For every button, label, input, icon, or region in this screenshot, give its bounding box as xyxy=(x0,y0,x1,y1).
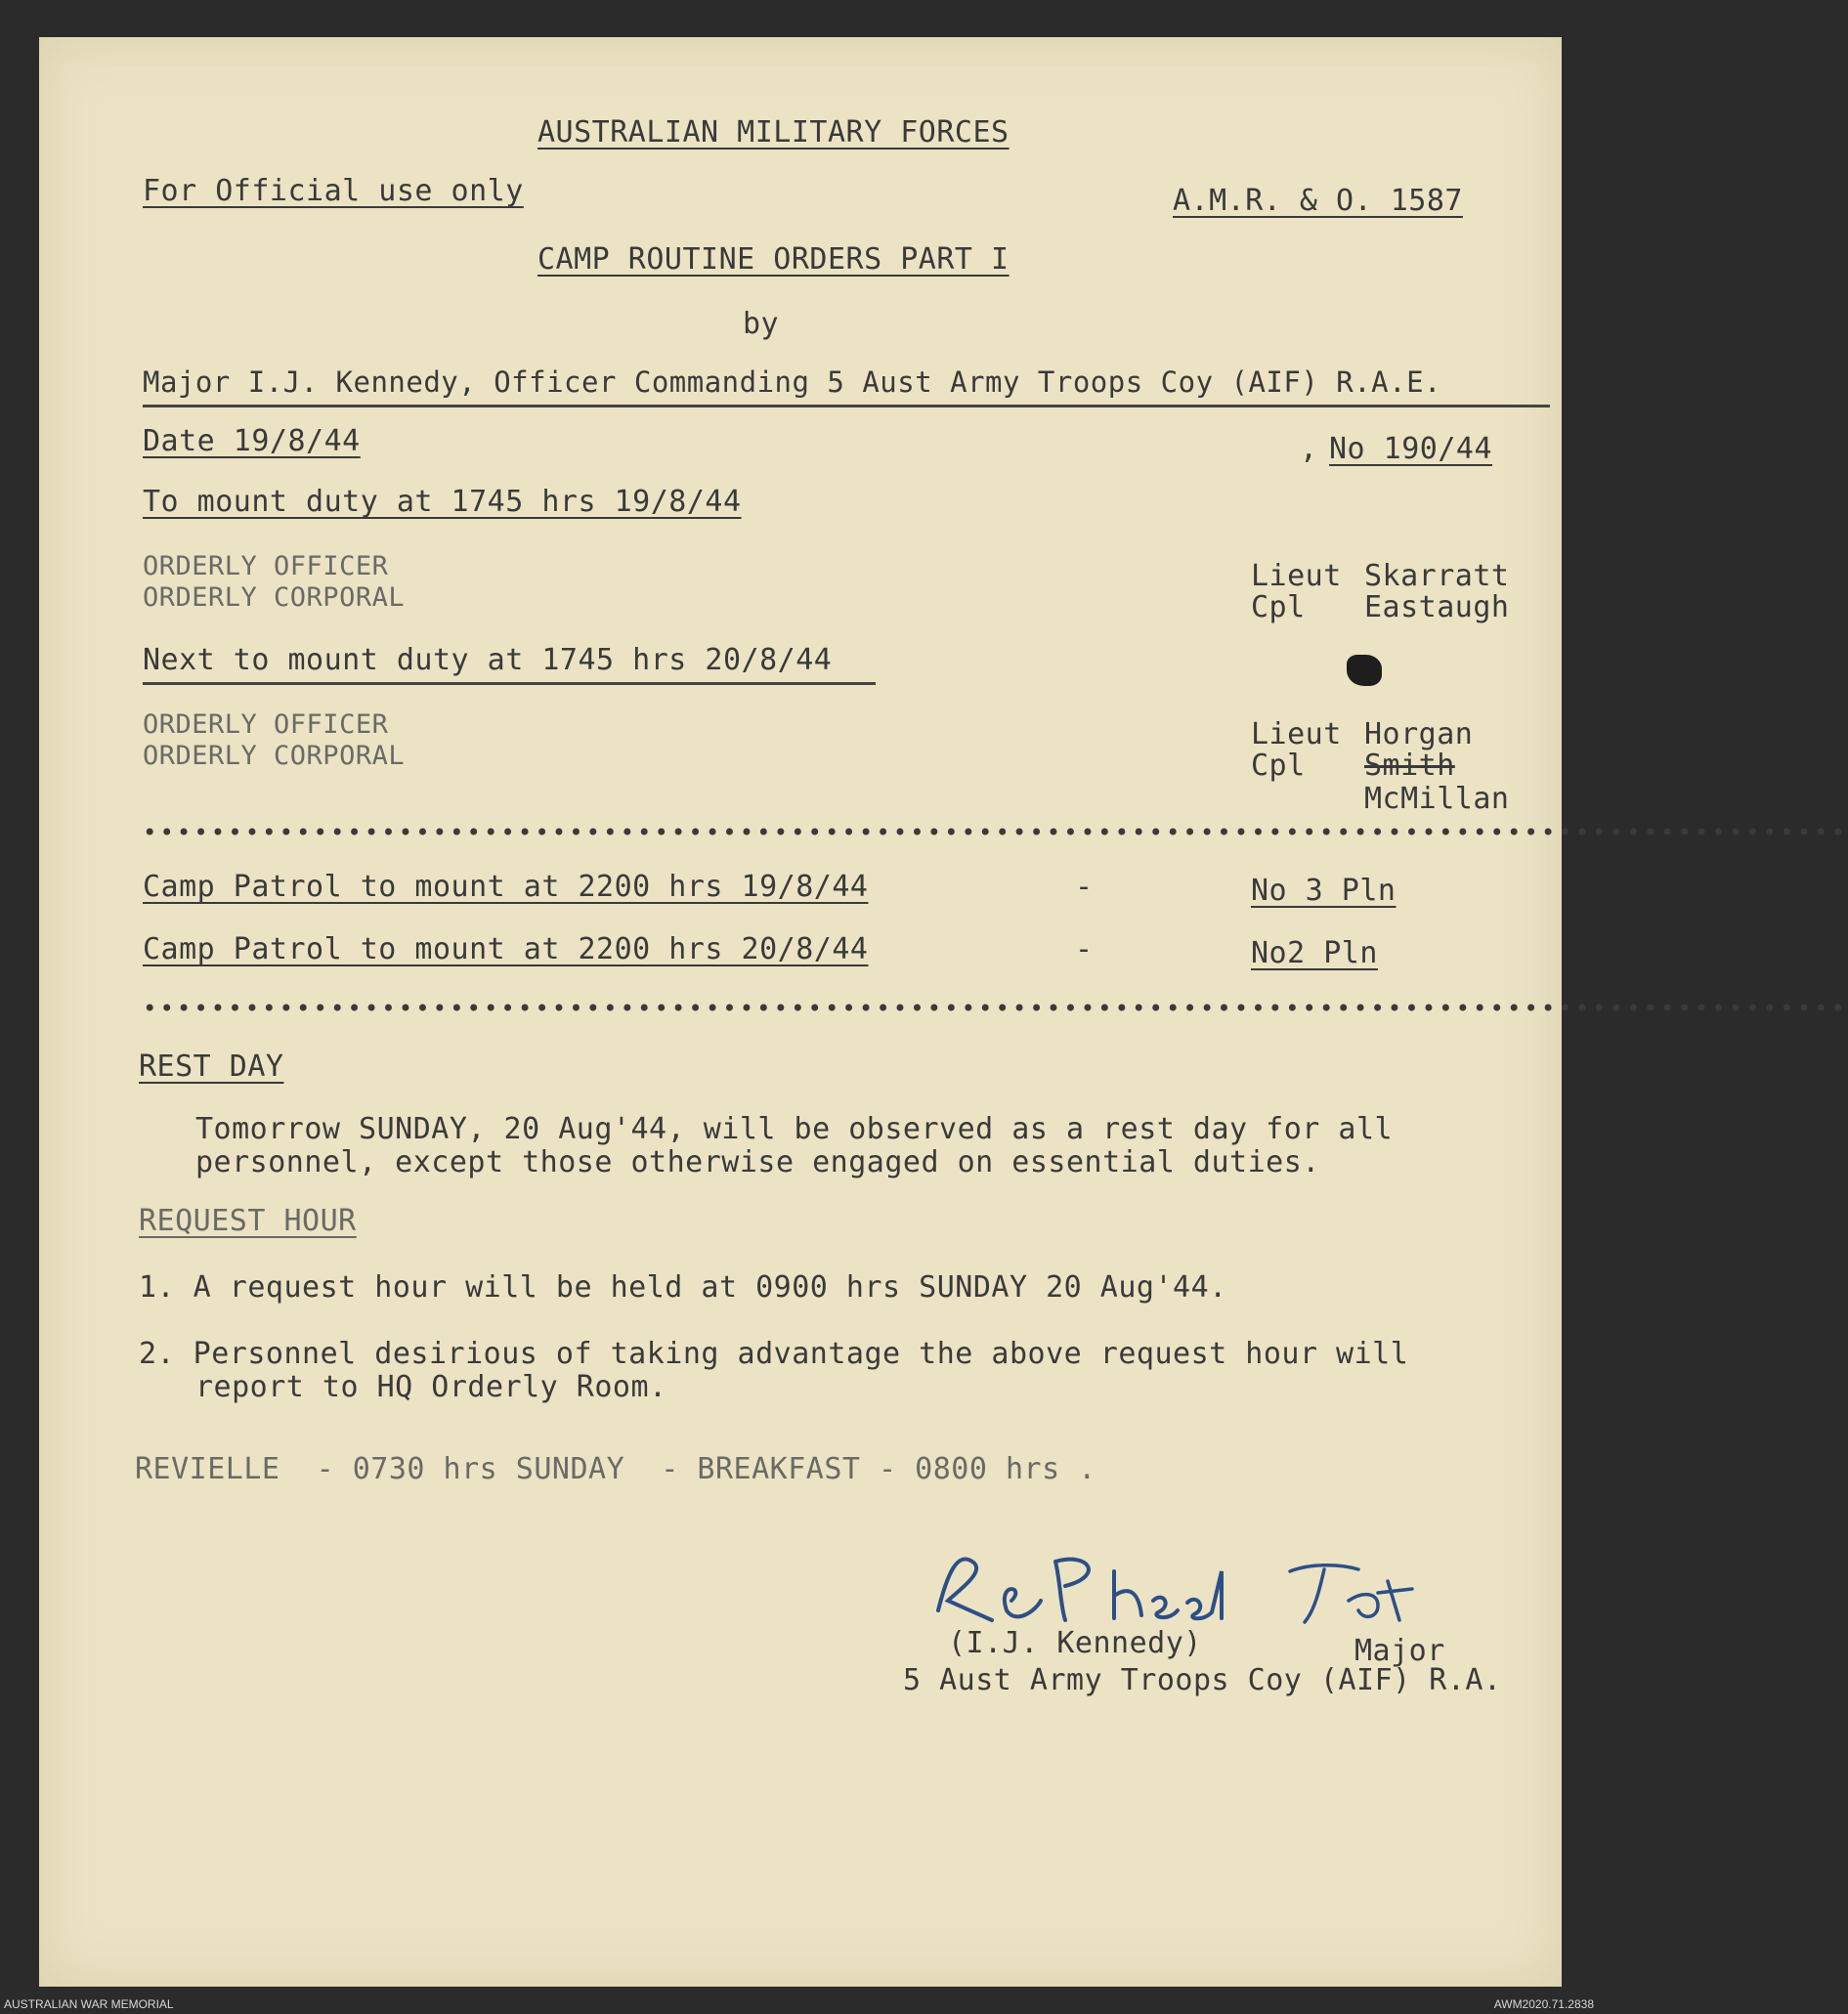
duty-next-name-3: McMillan xyxy=(1364,782,1510,816)
signature-mark xyxy=(919,1532,1544,1640)
officer-underline xyxy=(143,405,1550,407)
patrol-1-unit: No 3 Pln xyxy=(1251,874,1397,908)
request-item-2-line-2: report to HQ Orderly Room. xyxy=(195,1370,667,1404)
duty-today-rank-1: Lieut xyxy=(1251,559,1342,593)
duty-next-rank-1: Lieut xyxy=(1251,717,1342,751)
duty-today-role-2: ORDERLY CORPORAL xyxy=(143,582,406,613)
duty-today-rank-2: Cpl xyxy=(1251,590,1306,624)
signatory-unit: 5 Aust Army Troops Coy (AIF) R.A. xyxy=(903,1663,1502,1697)
duty-today-role-1: ORDERLY OFFICER xyxy=(143,551,389,581)
rest-day-line-2: personnel, except those otherwise engaged on essential duties. xyxy=(195,1145,1320,1179)
official-use-label: For Official use only xyxy=(143,174,524,208)
request-item-2-line-1: 2. Personnel desirious of taking advantage the above request hour will xyxy=(139,1337,1409,1371)
reveille-line: REVIELLE - 0730 hrs SUNDAY - BREAKFAST - 0800 hrs . xyxy=(135,1452,1096,1486)
by-label: by xyxy=(743,307,780,341)
request-hour-heading: REQUEST HOUR xyxy=(139,1204,357,1238)
patrol-1-text: Camp Patrol to mount at 2200 hrs 19/8/44 xyxy=(143,870,869,904)
patrol-1-dash: - xyxy=(1075,870,1094,904)
duty-today-heading: To mount duty at 1745 hrs 19/8/44 xyxy=(143,485,742,519)
order-number-prefix: , xyxy=(1300,432,1318,466)
patrol-2-text: Camp Patrol to mount at 2200 hrs 20/8/44 xyxy=(143,932,869,966)
footer-accession-number: AWM2020.71.2838 xyxy=(1493,1997,1594,2011)
duty-next-role-2: ORDERLY CORPORAL xyxy=(143,741,406,771)
document-title: CAMP ROUTINE ORDERS PART I xyxy=(537,242,1010,277)
patrol-2-unit: No2 Pln xyxy=(1251,936,1378,970)
duty-today-name-1: Skarratt xyxy=(1364,559,1510,593)
request-item-1: 1. A request hour will be held at 0900 hrs SUNDAY 20 Aug'44. xyxy=(139,1270,1227,1305)
duty-next-role-1: ORDERLY OFFICER xyxy=(143,709,389,740)
rest-day-line-1: Tomorrow SUNDAY, 20 Aug'44, will be observed as a rest day for all xyxy=(195,1112,1394,1146)
officer-line: Major I.J. Kennedy, Officer Commanding 5 Aust Army Troops Coy (AIF) R.A.E. xyxy=(143,365,1442,399)
paper-hole xyxy=(1347,655,1382,686)
order-date: Date 19/8/44 xyxy=(143,424,361,458)
dotted-separator-1: •••••••••••••••••••••••••••••••••••••••••••••••••••••••••••••••••••••••••••••••••••••••••••••••••••• xyxy=(143,819,1848,846)
document-page xyxy=(39,37,1848,1987)
footer-institution: AUSTRALIAN WAR MEMORIAL xyxy=(4,1997,174,2011)
duty-next-name-1: Horgan xyxy=(1364,717,1474,751)
dotted-separator-2: •••••••••••••••••••••••••••••••••••••••••••••••••••••••••••••••••••••••••••••••••••••••••••••••••••• xyxy=(143,995,1848,1022)
rest-day-heading: REST DAY xyxy=(139,1050,284,1084)
signatory-rank: Major xyxy=(1354,1634,1445,1668)
duty-today-name-2: Eastaugh xyxy=(1364,590,1510,624)
patrol-2-dash: - xyxy=(1075,932,1094,966)
order-number: No 190/44 xyxy=(1329,432,1493,466)
signatory-name: (I.J. Kennedy) xyxy=(948,1626,1202,1660)
forces-heading: AUSTRALIAN MILITARY FORCES xyxy=(537,115,1010,150)
duty-next-underline xyxy=(143,682,876,685)
duty-next-name-2-struck: Smith xyxy=(1364,749,1455,783)
duty-next-heading: Next to mount duty at 1745 hrs 20/8/44 xyxy=(143,643,833,677)
duty-next-rank-2: Cpl xyxy=(1251,749,1306,783)
regulation-number: A.M.R. & O. 1587 xyxy=(1173,184,1463,218)
